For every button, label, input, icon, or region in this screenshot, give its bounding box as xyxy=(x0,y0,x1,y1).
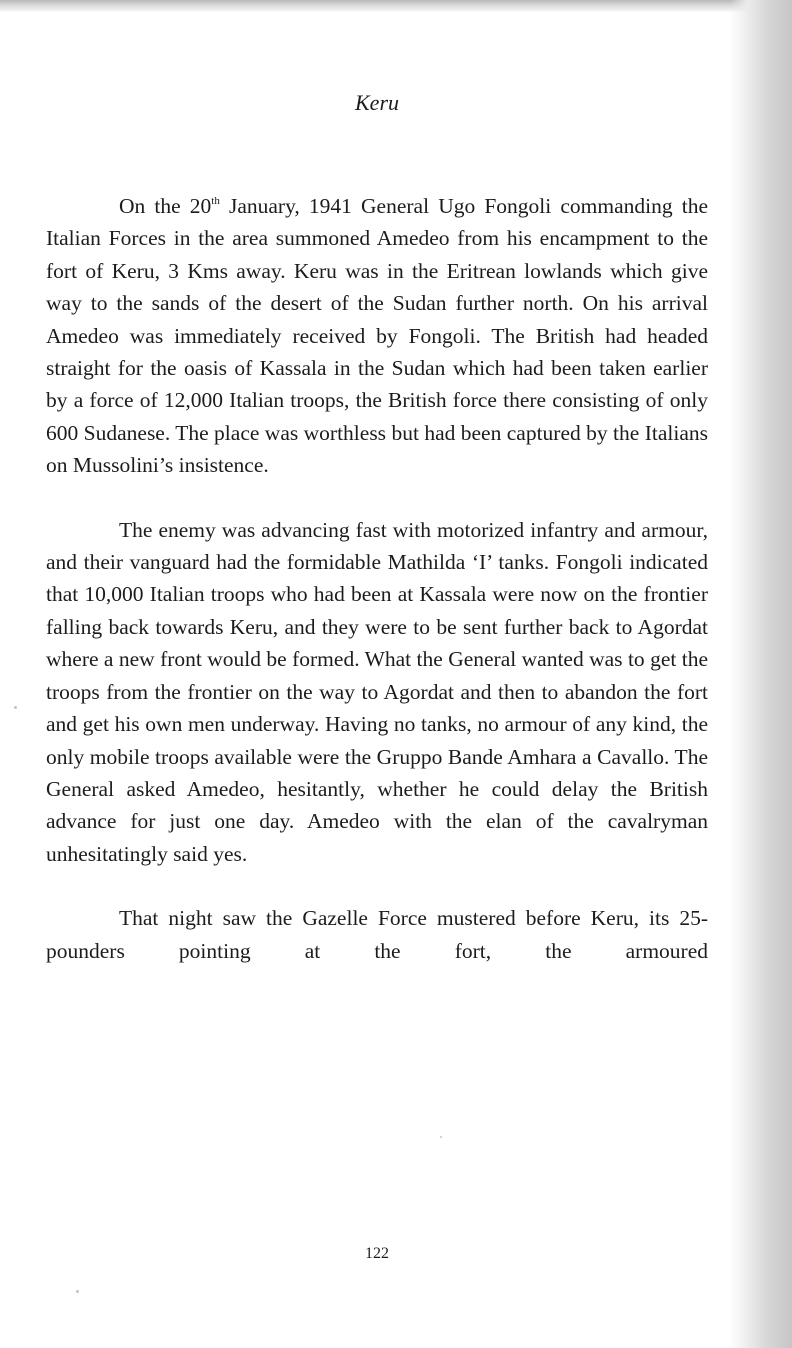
paragraph-1-lead: On the 20 xyxy=(119,194,212,218)
paragraph-2: The enemy was advancing fast with motorized infantry and armour, and their vanguard had the formidable Mathilda ‘I’ tanks. Fongoli indicated that 10,000 Italian troops who had been at Kassala were now on the frontier falling back towards Keru, and they were to be sent further back to Agordat where a new front would be formed. What the General wanted was to get the troops from the frontier on the way to Agordat and then to abandon the fort and get his own men underway. Having no tanks, no armour of any kind, the only mobile troops available were the Gruppo Bande Amhara a Cavallo. The General asked Amedeo, hesitantly, whether he could delay the British advance for just one day. Amedeo with the elan of the cavalryman unhesitatingly said yes. xyxy=(46,517,708,866)
paragraph-1-rest: January, 1941 General Ugo Fongoli commanding the Italian Forces in the area summoned Amedeo from his encampment to the fort of Keru, 3 Kms away. Keru was in the Eritrean lowlands which give way to the sands of the desert of the Sudan further north. On his arrival Amedeo was immediately received by Fongoli. The British had headed straight for the oasis of Kassala in the Sudan which had been taken earlier by a force of 12,000 Italian troops, the British force there consisting of only 600 Sudanese. The place was worthless but had been captured by the Italians on Mussolini’s insistence. xyxy=(46,194,708,478)
paragraph-1 xyxy=(46,190,708,482)
ordinal-suffix: th xyxy=(211,195,220,207)
running-head: Keru xyxy=(355,90,399,115)
scan-speck xyxy=(14,706,17,709)
book-page xyxy=(46,0,708,1348)
body-text xyxy=(46,190,708,999)
page-number: 122 xyxy=(365,1245,389,1262)
paragraph-3: That night saw the Gazelle Force mustered before Keru, its 25-pounders pointing at the fort, the armoured xyxy=(46,906,708,963)
book-binding-shadow xyxy=(730,0,792,1348)
